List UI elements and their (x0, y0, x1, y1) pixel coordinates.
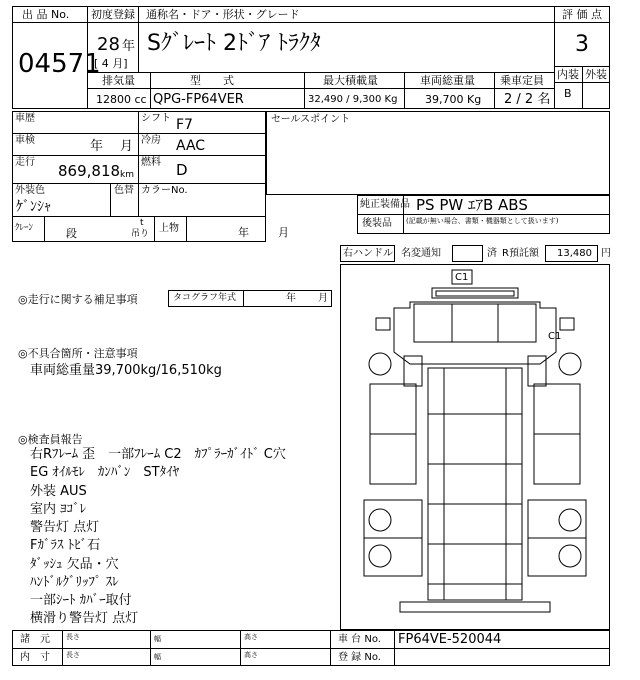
inspector-line: EG ｵｲﾙﾓﾚ ｶﾝﾊﾞﾝ STﾀｲﾔ (30, 465, 180, 480)
inspector-line: 警告灯 点灯 (30, 520, 100, 535)
shift-label: シフト (141, 113, 171, 124)
rhd-label: 右ハンドル (343, 248, 393, 259)
crane-ton: t (140, 218, 144, 228)
lot-label: 出 品 No. (22, 8, 70, 21)
crane-stage: 段 (66, 227, 77, 240)
color-label: 外装色 (15, 185, 45, 196)
top-equipment-year: 年 (238, 226, 249, 239)
sales-point-label: セールスポイント (271, 114, 351, 125)
length-label: 長さ (66, 633, 80, 641)
interior-grade-value: B (564, 87, 572, 100)
inspector-title: ◎検査員報告 (18, 433, 83, 446)
gross-weight-label: 車両総重量 (420, 74, 475, 87)
inspection-label: 車検 (15, 135, 35, 146)
dimensions-label: 諸 元 (20, 634, 50, 645)
equipment-label: 純正装備品 (360, 199, 410, 210)
mileage-value: 869,818 (58, 162, 121, 180)
damage-mark-front: C1 (455, 272, 469, 283)
color-number-label: カラーNo. (141, 185, 188, 196)
capacity-label: 乗車定員 (500, 74, 544, 87)
inspector-line: ﾀﾞｯｼｭ 欠品・穴 (30, 557, 119, 572)
fuel-label: 燃料 (141, 157, 161, 168)
shift-value: F7 (176, 117, 193, 133)
ac-label: 冷房 (141, 135, 161, 146)
inspector-line: ﾊﾝﾄﾞﾙｸﾞﾘｯﾌﾟ ｽﾚ (30, 575, 119, 590)
inspector-line: 右Rﾌﾚｰﾑ 歪 一部ﾌﾚｰﾑ C2 ｶﾌﾟﾗｰｶﾞｲﾄﾞ C穴 (30, 447, 286, 462)
registration-year-unit: 年 (122, 39, 136, 54)
mileage-unit: km (120, 170, 134, 180)
inspector-line: 室内 ﾖｺﾞﾚ (30, 502, 87, 517)
height-label: 高さ (244, 633, 258, 641)
chassis-number-label: 車 台 No. (338, 634, 381, 645)
height-label: 高さ (244, 651, 258, 659)
defect-line: 車両総重量39,700kg/16,510kg (30, 363, 222, 378)
model-value: QPG-FP64VER (153, 92, 244, 107)
recycle-prefix: 済 (487, 248, 497, 259)
name-change-label: 名変通知 (401, 248, 441, 259)
aftermarket-label: 後装品 (362, 218, 392, 229)
interior-grade-label: 内装 (557, 68, 579, 81)
internal-dims-label: 内 寸 (20, 652, 50, 663)
aftermarket-note: (記載が無い場合、書類・機器類として扱います) (406, 217, 559, 225)
driving-notes-title: ◎走行に関する補足事項 (18, 293, 138, 306)
vehicle-diagram (340, 264, 610, 630)
displacement-label: 排気量 (102, 74, 135, 87)
registration-number-label: 登 録 No. (338, 652, 381, 663)
details-frame (12, 111, 266, 242)
inspection-month: 月 (120, 139, 134, 154)
inspector-line: Fｶﾞﾗｽ ﾄﾋﾞ石 (30, 538, 101, 553)
crane-label: ｸﾚｰﾝ (15, 223, 34, 233)
length-label: 長さ (66, 651, 80, 659)
recycle-yen: 円 (601, 248, 611, 259)
width-label: 幅 (154, 635, 161, 643)
color-value: ｹﾞﾝｼｬ (16, 199, 51, 215)
registration-year: 28 (97, 34, 120, 55)
capacity-value: 2 / 2 名 (504, 92, 551, 107)
inspector-line: 外装 AUS (30, 484, 87, 499)
exterior-grade-label: 外装 (585, 68, 607, 81)
first-registration-label: 初度登録 (91, 8, 135, 21)
inspector-line: 横滑り警告灯 点灯 (30, 611, 139, 626)
ac-value: AAC (176, 138, 206, 154)
tacho-month: 月 (318, 293, 328, 304)
displacement-value: 12800 cc (96, 93, 147, 106)
damage-mark-side: C1 (548, 331, 562, 342)
tacho-label: タコグラフ年式 (173, 293, 237, 303)
inspector-line: 一部ｼｰﾄ ｶﾊﾞｰ取付 (30, 593, 132, 608)
recycle-label: R預託額 (502, 248, 539, 259)
color-change-label: 色替 (114, 185, 134, 196)
score-label: 評 価 点 (562, 8, 602, 21)
history-label: 車歴 (15, 113, 35, 124)
recycle-value: 13,480 (557, 248, 592, 259)
defect-title: ◎不具合箇所・注意事項 (18, 347, 138, 360)
tacho-year: 年 (286, 293, 296, 304)
vehicle-name: Sｸﾞﾚｰﾄ 2ﾄﾞｱ ﾄﾗｸﾀ (147, 31, 321, 56)
mileage-label: 走行 (15, 157, 35, 168)
width-label: 幅 (154, 653, 161, 661)
gross-weight-value: 39,700 Kg (425, 93, 482, 106)
registration-month: [ 4 月] (94, 57, 128, 70)
top-equipment-month: 月 (278, 226, 289, 239)
equipment-value: PS PW ｴｱB ABS (416, 196, 528, 214)
vehicle-name-label: 通称名・ドア・形状・グレード (146, 8, 300, 21)
score-value: 3 (575, 32, 589, 57)
lot-number: 04571 (18, 49, 101, 79)
crane-lift: 吊り (131, 229, 150, 239)
name-change-box (452, 245, 483, 262)
chassis-number-value: FP64VE-520044 (398, 632, 502, 647)
top-equipment-label: 上物 (159, 223, 179, 234)
inspection-year: 年 (90, 139, 104, 154)
fuel-value: D (176, 161, 188, 179)
model-label: 型 式 (190, 74, 234, 87)
max-load-label: 最大積載量 (323, 74, 378, 87)
max-load-value: 32,490 / 9,300 Kg (308, 94, 398, 105)
